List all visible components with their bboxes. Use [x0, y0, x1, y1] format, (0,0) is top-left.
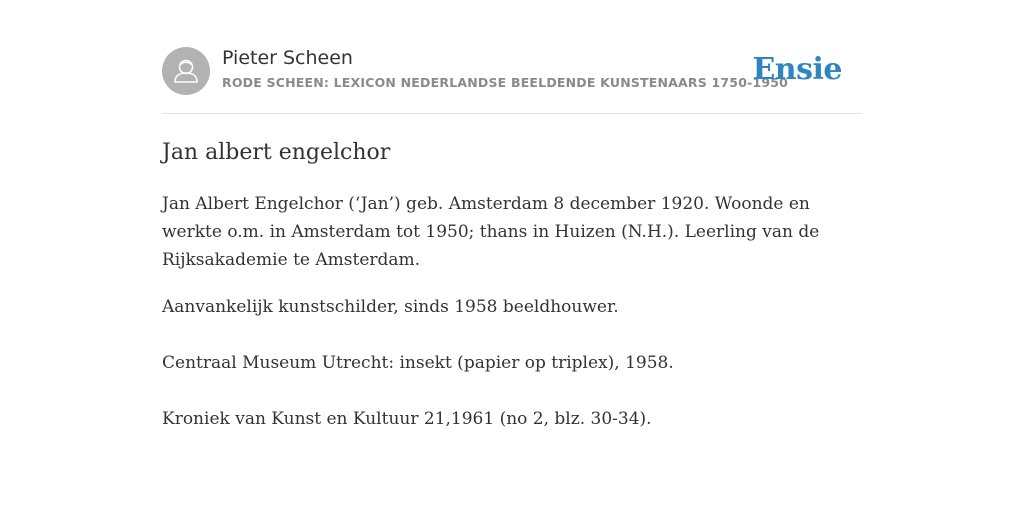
brand-logo[interactable]: Ensie — [752, 52, 842, 87]
entry-paragraph: Centraal Museum Utrecht: insekt (papier op triplex), 1958. — [162, 353, 674, 373]
author-avatar[interactable] — [162, 47, 210, 95]
header-divider — [162, 113, 862, 114]
entry-header — [162, 47, 862, 97]
page-title: Jan albert engelchor — [162, 140, 391, 165]
entry-paragraph: Jan Albert Engelchor (‘Jan’) geb. Amsterdam 8 december 1920. Woonde en werkte o.m. in Amsterdam tot 1950; thans in Huizen (N.H.). Leerling van de Rijksakademie te Amsterdam. — [162, 194, 820, 270]
entry-paragraph: Aanvankelijk kunstschilder, sinds 1958 beeldhouwer. — [162, 297, 619, 317]
author-name[interactable]: Pieter Scheen — [222, 47, 353, 69]
person-icon — [162, 47, 210, 95]
entry-card — [162, 0, 862, 512]
source-title[interactable]: RODE SCHEEN: LEXICON NEDERLANDSE BEELDENDE KUNSTENAARS 1750-1950 — [222, 75, 789, 90]
entry-paragraph: Kroniek van Kunst en Kultuur 21,1961 (no 2, blz. 30-34). — [162, 409, 652, 429]
